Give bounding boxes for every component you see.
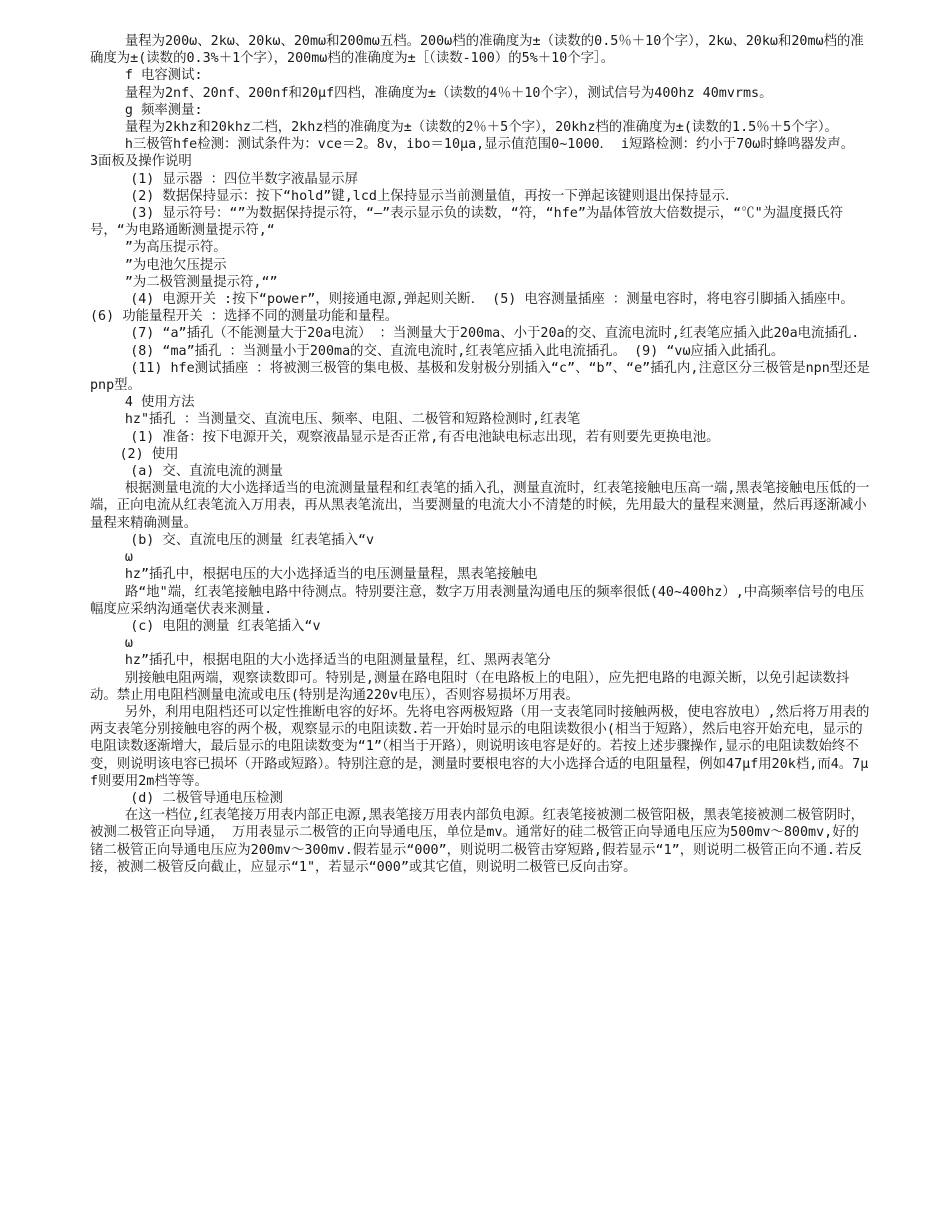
paragraph: (a) 交、直流电流的测量 <box>130 464 283 480</box>
paragraph: h三极管hfe检测：测试条件为：vce＝2。8v，ibo＝10μa,显示值范围0~1000． i短路检测：约小于70ω时蜂鸣器发声。 3面板及操作说明 <box>90 137 855 170</box>
paragraph: ”为二极管测量提示符,“” <box>124 274 278 290</box>
paragraph: (b) 交、直流电压的测量 红表笔插入“v <box>130 532 375 548</box>
paragraph: 另外，利用电阻档还可以定性推断电容的好坏。先将电容两极短路（用一支表笔同时接触两极，使电容放电）,然后将万用表的两支表笔分别接触电容的两个极，观察显示的电阻读数.若一开始时显示的电阻读数很小(相当于短路），然后电容开始充电，显示的电阻读数逐渐增大，最后显示的电阻读数变为“1”（相当于开路），则说明该电容是好的。若按上述步骤操作,显示的电阻读数始终不变，则说明该电容已损坏（开路或短路）。特别注意的是，测量时要根电容的大小选择合适的电阻量程，例如47μf用20k档,而4。7μf则要用2m档等等。 <box>90 704 870 789</box>
paragraph: (11) hfe测试插座 ：将被测三极管的集电极、基极和发射极分别插入“c”、“b”、“e”插孔内,注意区分三极管是npn型还是pnp型。 <box>90 360 870 394</box>
paragraph: (8) “ma”插孔 ：当测量小于200ma的交、直流电流时,红表笔应插入此电流插孔。 (9) “vω应插入此插孔。 <box>130 343 785 359</box>
paragraph: 量程为2nf、20nf、200nf和20μf四档，准确度为±（读数的4％＋10个字），测试信号为400hz 40mvrms。 <box>124 85 773 101</box>
paragraph: hz”插孔中，根据电阻的大小选择适当的电阻测量量程，红、黑两表笔分 <box>124 653 551 669</box>
paragraph: (c) 电阻的测量 红表笔插入“v <box>130 618 321 634</box>
paragraph: (2) 数据保持显示：按下“hold”键,lcd上保持显示当前测量值，再按一下弹起该键则退出保持显示． <box>130 188 739 204</box>
paragraph: (1) 显示器 ：四位半数字液晶显示屏 <box>130 171 358 187</box>
paragraph: (2) 使用 <box>119 446 179 462</box>
paragraph: 4 使用方法 <box>124 395 195 411</box>
paragraph: 量程为200ω、2kω、20kω、20mω和200mω五档。200ω档的准确度为±（读数的0.5％＋10个字），2kω、20kω和20mω档的准确度为±(读数的0.3%＋1个字），200mω档的准确度为±［（读数-100）的5%＋10个字］。 <box>90 34 864 67</box>
paragraph: ω <box>124 550 133 566</box>
document-body <box>90 33 870 876</box>
paragraph: f 电容测试: <box>124 68 203 84</box>
paragraph: (1) 准备：按下电源开关，观察液晶显示是否正常,有否电池缺电标志出现，若有则要先更换电池。 <box>130 429 720 445</box>
paragraph: ω <box>124 636 133 652</box>
paragraph: 量程为2khz和20khz二档，2khz档的准确度为±（读数的2％＋5个字），20khz档的准确度为±(读数的1.5％＋5个字）。 <box>124 120 838 136</box>
paragraph: 路“地"端，红表笔接触电路中待测点。特别要注意，数字万用表测量沟通电压的频率很低(40~400hz）,中高频率信号的电压幅度应采纳沟通毫伏表来测量. <box>90 584 865 617</box>
paragraph: (d) 二极管导通电压检测 <box>130 790 283 806</box>
paragraph: (4) 电源开关 :按下“power”，则接通电源,弹起则关断． (5) 电容测量插座 ：测量电容时，将电容引脚插入插座中。 (6) 功能量程开关 ：选择不同的测量功能和量程。 <box>90 292 854 325</box>
paragraph: ”为高压提示符。 <box>124 240 227 256</box>
paragraph: hz”插孔中，根据电压的大小选择适当的电压测量量程，黑表笔接触电 <box>124 567 538 583</box>
paragraph: 根据测量电流的大小选择适当的电流测量量程和红表笔的插入孔，测量直流时，红表笔接触电压高一端,黑表笔接触电压低的一端，正向电流从红表笔流入万用表，再从黑表笔流出，当要测量的电流大小不清楚的时候，先用最大的量程来测量，然后再逐渐减小量程来精确测量。 <box>90 481 870 531</box>
paragraph: 在这一档位,红表笔接万用表内部正电源,黑表笔接万用表内部负电源。红表笔接被测二极管阳极，黑表笔接被测二极管阴时，被测二极管正向导通， 万用表显示二极管的正向导通电压，单位是mv。通常好的硅二极管正向导通电压应为500mv～800mv,好的锗二极管正向导通电压应为200mv～300mv.假若显示“000”，则说明二极管击穿短路,假若显示“1”，则说明二极管正向不通.若反接，被测二极管反向截止，应显示“1"，若显示“000”或其它值，则说明二极管已反向击穿。 <box>90 808 865 875</box>
paragraph: (7) “a”插孔（不能测量大于20a电流） ：当测量大于200ma、小于20a的交、直流电流时,红表笔应插入此20a电流插孔. <box>130 326 860 342</box>
paragraph: 别接触电阻两端，观察读数即可。特别是,测量在路电阻时（在电路板上的电阻），应先把电路的电源关断，以免引起读数抖动。禁止用电阻档测量电流或电压(特别是沟通220v电压），否则容易损坏万用表。 <box>90 670 850 703</box>
paragraph: g 频率测量: <box>124 102 203 118</box>
paragraph: (3) 显示符号：“”为数据保持提示符，“—”表示显示负的读数，“符，“hfe”为晶体管放大倍数提示，“℃"为温度摄氏符号，“为电路通断测量提示符,“ <box>90 206 844 239</box>
paragraph: hz"插孔 ：当测量交、直流电压、频率、电阻、二极管和短路检测时,红表笔 <box>124 412 581 428</box>
paragraph: ”为电池欠压提示 <box>124 257 227 273</box>
